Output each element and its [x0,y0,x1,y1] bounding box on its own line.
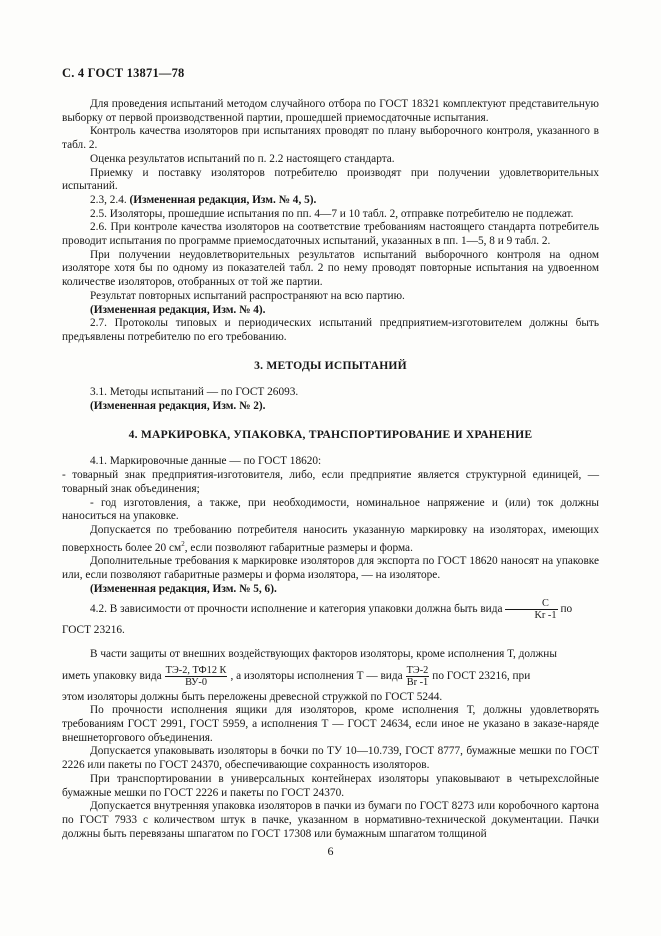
paragraph: Приемку и поставку изоляторов потребителю производят при получении удовлетворительных испытаний. [62,166,599,193]
list-item: - год изготовления, а также, при необходимости, номинальное напряжение и (или) ток должны наноситься на упаковке. [62,496,599,523]
paragraph: Оценка результатов испытаний по п. 2.2 настоящего стандарта. [90,152,395,165]
list-item: - товарный знак предприятия-изготовителя, либо, если предприятие является структурной единицей, — товарный знак объединения; [62,469,599,495]
page-header: С. 4 ГОСТ 13871—78 [62,66,185,80]
paragraph-clause-2-3 [62,194,599,208]
superscript: 2 [181,539,185,548]
paragraph: По прочности исполнения ящики для изоляторов, кроме исполнения Т, должны удовлетворять требованиям ГОСТ 2991, ГОСТ 5959, а исполнения Т — ГОСТ 24634, если иное не указано в заказе-наряде внешнеторгового объединения. [62,704,599,744]
paragraph: Допускается внутренняя упаковка изоляторов в пачки из бумаги по ГОСТ 8273 или коробочного картона по ГОСТ 7933 с количеством штук в пачке, указанном в нормативно-технической документации. Пачки должны быть перевязаны шпагатом по ГОСТ 17308 или бумажным шпагатом толщиной [62,800,599,840]
fraction-packaging-type-t: $\frac{ТЭ-2}{Br -1}$ [406,664,429,688]
paragraph: Для проведения испытаний методом случайного отбора по ГОСТ 18321 комплектуют представительную выборку от первой производственной партии, прошедшей приемосдаточные испытания. [62,98,599,124]
paragraph: Допускается по требованию потребителя наносить указанную маркировку на изоляторах, имеющих поверхность более 20 $см^2$, если позволяют габаритные размеры и форма. [62,523,599,554]
clause-text: 2.3, 2.4. [90,193,130,206]
paragraph-clause-2-5: 2.5. Изоляторы, прошедшие испытания по пп. 4—7 и 10 табл. 2, отправке потребителю не подлежат. [90,207,574,220]
paragraph: При получении неудовлетворительных результатов испытаний выборочного контроля на одном изоляторе хотя бы по одному из показателей табл. 2 по нему проводят повторные испытания на удвоенном количестве изоляторов, отобранных от той же партии. [62,248,599,289]
amendment-note: (Измененная редакция, Изм. № 5, 6). [90,582,277,595]
paragraph: Допускается упаковывать изоляторы в бочки по ТУ 10—10.739, ГОСТ 8777, бумажные мешки по ГОСТ 2226 или пакеты по ГОСТ 24370, обеспечивающие сохранность изоляторов. [62,745,599,772]
page-number: 6 [327,844,334,858]
amendment-note: (Измененная редакция, Изм. № 4). [90,303,266,316]
paragraph: Контроль качества изоляторов при испытаниях проводят по плану выборочного контроля, указанного в табл. 2. [62,125,599,152]
paragraph: При транспортировании в универсальных контейнерах изоляторы упаковывают в четырехслойные бумажные мешки по ГОСТ 2226 и пакеты по ГОСТ 24370. [62,772,599,799]
paragraph-clause-3-1: 3.1. Методы испытаний — по ГОСТ 26093. [90,386,299,399]
document-body [62,98,599,841]
paragraph-clause-2-7: 2.7. Протоколы типовых и периодических испытаний предприятием-изготовителем должны быть предъявлены потребителю по его требованию. [62,317,599,343]
amendment-note: (Измененная редакция, Изм. № 2). [90,400,266,413]
paragraph-continuation: ГОСТ 23216. [62,624,125,637]
paragraph-clause-4-1: 4.1. Маркировочные данные — по ГОСТ 18620: [90,455,322,468]
paragraph-clause-4-2: 4.2. В зависимости от прочности исполнение и категория упаковки должна быть вида $\frac{С}{Kr -1}$ по [90,598,573,622]
fraction-c-kr: $\frac{С}{Kr -1}$ [505,598,557,621]
paragraph: Дополнительные требования к маркировке изоляторов для экспорта по ГОСТ 18620 наносят на упаковке или, если позволяют габаритные размеры и форма изолятора, — на изоляторе. [62,555,599,581]
fraction-packaging-type: $\frac{ТЭ-2, ТФ12 К}{ВУ-0}$ [165,664,227,688]
paragraph-with-fractions: иметь упаковку вида $\frac{ТЭ-2, ТФ12 К}{ВУ-0}$ , а изоляторы исполнения Т — вида $\frac{ТЭ-2}{Br -1}$ по ГОСТ 23216, при [62,664,531,688]
paragraph-clause-2-6: 2.6. При контроле качества изоляторов на соответствие требованиям настоящего стандарта потребитель проводит испытания по программе приемосдаточных испытаний, указанных в пп. 1—5, 8 и 9 табл. 2. [62,221,599,248]
paragraph: Результат повторных испытаний распространяют на всю партию. [90,289,405,302]
paragraph: В части защиты от внешних воздействующих факторов изоляторы, кроме исполнения Т, должны [90,647,557,660]
paragraph-continuation: этом изоляторы должны быть переложены древесной стружкой по ГОСТ 5244. [62,690,443,703]
section-heading-3: 3. МЕТОДЫ ИСПЫТАНИЙ [254,358,407,372]
amendment-note: (Измененная редакция, Изм. № 4, 5). [129,193,317,206]
section-heading-4: 4. МАРКИРОВКА, УПАКОВКА, ТРАНСПОРТИРОВАНИЕ И ХРАНЕНИЕ [128,427,533,441]
